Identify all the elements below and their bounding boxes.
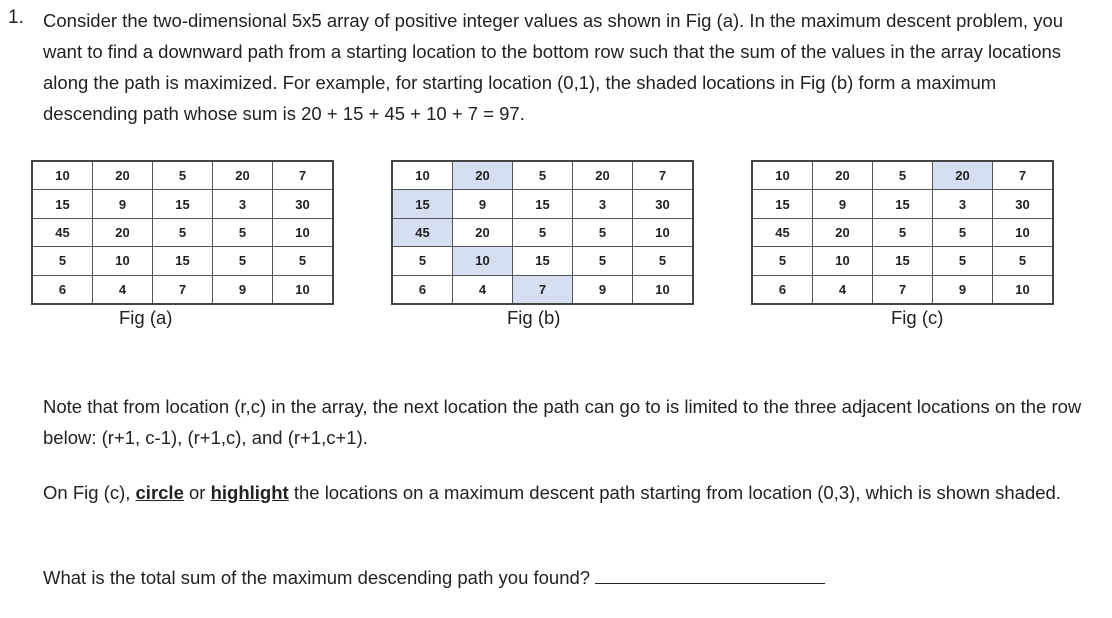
grid-row — [32, 247, 333, 275]
grid-cell: 45 — [392, 218, 453, 246]
grid-cell: 20 — [213, 161, 273, 190]
grid-cell: 5 — [513, 218, 573, 246]
figure-b-table — [391, 160, 694, 305]
grid-cell: 5 — [273, 247, 334, 275]
grid-cell: 15 — [392, 190, 453, 218]
grid-cell[interactable]: 7 — [993, 161, 1054, 190]
grid-cell[interactable]: 5 — [752, 247, 813, 275]
figure-a-caption: Fig (a) — [119, 307, 173, 328]
figure-b-caption: Fig (b) — [507, 307, 561, 328]
grid-cell: 4 — [93, 275, 153, 304]
grid-cell: 5 — [573, 247, 633, 275]
grid-cell[interactable]: 3 — [933, 190, 993, 218]
highlight-emphasis: highlight — [210, 482, 289, 503]
grid-cell: 10 — [273, 275, 334, 304]
grid-cell: 7 — [153, 275, 213, 304]
grid-row — [32, 190, 333, 218]
grid-cell: 20 — [573, 161, 633, 190]
grid-cell[interactable]: 9 — [933, 275, 993, 304]
instruction-text-end: the locations on a maximum descent path starting from location (0,3), which is shown shaded. — [288, 482, 1061, 503]
grid-cell[interactable]: 10 — [813, 247, 873, 275]
grid-cell: 10 — [93, 247, 153, 275]
grid-row — [392, 247, 693, 275]
grid-cell: 5 — [153, 161, 213, 190]
figure-c-table — [751, 160, 1054, 305]
grid-cell[interactable]: 10 — [752, 161, 813, 190]
grid-cell: 20 — [453, 218, 513, 246]
grid-row — [392, 161, 693, 190]
grid-cell[interactable]: 20 — [933, 161, 993, 190]
grid-cell: 3 — [213, 190, 273, 218]
grid-cell[interactable]: 10 — [993, 275, 1054, 304]
question-intro: Consider the two-dimensional 5x5 array of positive integer values as shown in Fig (a). In the maximum descent problem, you want to find a downward path from a starting location to the bottom row such that the sum of the values in the array locations along the path is maximized. For example, for starting location (0,1), the shaded locations in Fig (b) form a maximum descending path whose sum is 20 + 15 + 45 + 10 + 7 = 97. — [43, 10, 1064, 124]
grid-cell: 10 — [32, 161, 93, 190]
grid-cell: 7 — [273, 161, 334, 190]
grid-cell: 7 — [513, 275, 573, 304]
answer-blank[interactable] — [595, 563, 825, 584]
grid-cell: 5 — [392, 247, 453, 275]
grid-cell[interactable]: 20 — [813, 218, 873, 246]
instruction-text-or: or — [183, 482, 211, 503]
grid-cell[interactable]: 5 — [933, 218, 993, 246]
grid-cell: 5 — [153, 218, 213, 246]
final-question — [43, 562, 1083, 593]
grid-row — [752, 161, 1053, 190]
instruction-text-start: On Fig (c), — [43, 482, 136, 503]
grid-cell[interactable]: 45 — [752, 218, 813, 246]
grid-row — [32, 161, 333, 190]
circle-emphasis: circle — [135, 482, 184, 503]
grid-cell: 15 — [513, 190, 573, 218]
grid-cell[interactable]: 5 — [873, 161, 933, 190]
grid-cell: 9 — [453, 190, 513, 218]
grid-cell: 15 — [153, 190, 213, 218]
grid-cell: 10 — [633, 218, 694, 246]
grid-row — [392, 218, 693, 246]
figure-a-table — [31, 160, 334, 305]
grid-cell[interactable]: 6 — [752, 275, 813, 304]
grid-cell: 6 — [32, 275, 93, 304]
grid-row — [752, 275, 1053, 304]
grid-cell[interactable]: 30 — [993, 190, 1054, 218]
grid-cell[interactable]: 15 — [873, 190, 933, 218]
final-question-text: What is the total sum of the maximum descending path you found? — [43, 567, 596, 588]
grid-row — [752, 247, 1053, 275]
grid-cell: 20 — [93, 161, 153, 190]
grid-cell[interactable]: 5 — [873, 218, 933, 246]
question-number: 1. — [8, 7, 24, 28]
grid-cell[interactable]: 5 — [933, 247, 993, 275]
grid-row — [392, 275, 693, 304]
grid-cell: 9 — [93, 190, 153, 218]
grid-cell: 9 — [213, 275, 273, 304]
grid-cell: 45 — [32, 218, 93, 246]
grid-cell: 5 — [213, 247, 273, 275]
grid-cell[interactable]: 15 — [752, 190, 813, 218]
grid-cell: 10 — [392, 161, 453, 190]
grid-row — [752, 218, 1053, 246]
grid-row — [752, 190, 1053, 218]
grid-row — [32, 275, 333, 304]
grid-cell: 5 — [513, 161, 573, 190]
grid-cell: 6 — [392, 275, 453, 304]
grid-cell: 5 — [32, 247, 93, 275]
grid-cell: 5 — [213, 218, 273, 246]
grid-cell: 15 — [153, 247, 213, 275]
grid-cell[interactable]: 10 — [993, 218, 1054, 246]
grid-row — [392, 190, 693, 218]
grid-cell[interactable]: 5 — [993, 247, 1054, 275]
grid-cell[interactable]: 15 — [873, 247, 933, 275]
grid-cell: 15 — [32, 190, 93, 218]
grid-cell: 15 — [513, 247, 573, 275]
grid-cell: 20 — [453, 161, 513, 190]
grid-cell[interactable]: 7 — [873, 275, 933, 304]
grid-cell: 30 — [273, 190, 334, 218]
grid-cell[interactable]: 9 — [813, 190, 873, 218]
grid-cell: 10 — [453, 247, 513, 275]
grid-cell: 10 — [273, 218, 334, 246]
grid-cell: 5 — [633, 247, 694, 275]
grid-row — [32, 218, 333, 246]
instruction-paragraph — [43, 477, 1083, 508]
grid-cell: 4 — [453, 275, 513, 304]
grid-cell: 30 — [633, 190, 694, 218]
note-paragraph: Note that from location (r,c) in the array, the next location the path can go to is limited to the three adjacent locations on the row below: (r+1, c-1), (r+1,c), and (r+1,c+1). — [43, 396, 1082, 448]
grid-cell: 3 — [573, 190, 633, 218]
grid-cell: 10 — [633, 275, 694, 304]
grid-cell[interactable]: 4 — [813, 275, 873, 304]
grid-cell: 9 — [573, 275, 633, 304]
figure-c-caption: Fig (c) — [891, 307, 944, 328]
grid-cell: 5 — [573, 218, 633, 246]
grid-cell: 7 — [633, 161, 694, 190]
grid-cell: 20 — [93, 218, 153, 246]
grid-cell[interactable]: 20 — [813, 161, 873, 190]
